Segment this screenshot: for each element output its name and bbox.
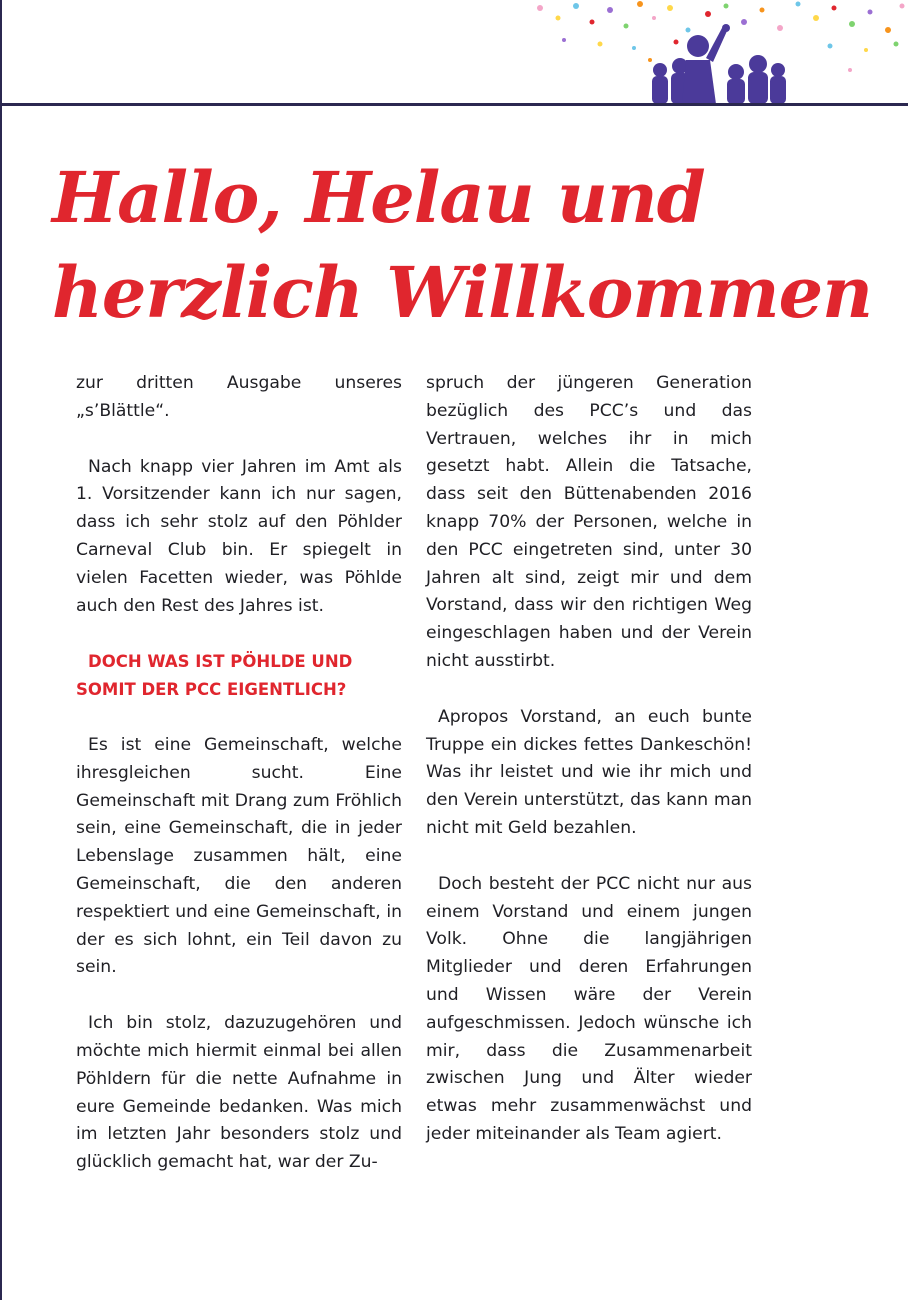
left-border-line [0,0,2,1300]
section-subheading: DOCH WAS IST PÖHLDE UND SOMIT DER PCC EIGENTLICH? [76,652,353,700]
headline-line-1: Hallo, Helau und [52,156,705,239]
headline [52,150,882,340]
header-rule [0,103,908,106]
paragraph-community: Es ist eine Gemeinschaft, welche ihresgleichen sucht. Eine Gemeinschaft mit Drang zum Fröhlich sein, eine Gemeinschaft, die in jeder Lebenslage zusammen hält, eine Gemeinschaft, die den anderen respektiert und eine Gemeinschaft, in der es sich lohnt, ein Teil davon zu sein. [76,734,402,978]
paragraph-long-term-members: Doch besteht der PCC nicht nur aus einem Vorstand und einem jungen Volk. Ohne die langjährigen Mitglieder und deren Erfahrungen und Wissen wäre der Verein aufgeschmissen. Jedoch wünsche ich mir, dass die Zusammenarbeit zwischen Jung und Älter wieder etwas mehr zusammenwächst und jeder miteinander als Team agiert. [426,873,752,1144]
right-text-column [426,370,752,1177]
intro-paragraph: zur dritten Ausgabe unseres „s’Blättle“. [76,373,402,421]
left-text-column [76,370,402,1205]
header-confetti-illustration [530,0,908,104]
confetti-crowd-illustration [530,0,908,104]
paragraph-chairman-pride: Nach knapp vier Jahren im Amt als 1. Vorsitzender kann ich nur sagen, dass ich sehr stolz auf den Pöhlder Carneval Club bin. Er spiegelt in vielen Facetten wieder, was Pöhlde auch den Rest des Jahres ist. [76,456,402,616]
crowd-silhouette [652,24,786,104]
headline-line-2: herzlich Willkommen [52,251,873,334]
paragraph-board-thanks: Apropos Vorstand, an euch bunte Truppe ein dickes fettes Dankeschön! Was ihr leistet und wie ihr mich und den Verein unterstützt, das kann man nicht mit Geld bezahlen. [426,706,752,838]
paragraph-young-generation: spruch der jüngeren Generation bezüglich des PCC’s und das Vertrauen, welches ihr in mich gesetzt habt. Allein die Tatsache, dass seit den Büttenabenden 2016 knapp 70% der Personen, welche in den PCC eingetreten sind, unter 30 Jahren alt sind, zeigt mir und dem Vorstand, dass wir den richtigen Weg eingeschlagen haben und der Verein nicht ausstirbt. [426,373,752,671]
paragraph-thanks-poehlde: Ich bin stolz, dazuzugehören und möchte mich hiermit einmal bei allen Pöhldern für die nette Aufnahme in eure Gemeinde bedanken. Was mich im letzten Jahr besonders stolz und glücklich gemacht hat, war der Zu- [76,1013,402,1173]
